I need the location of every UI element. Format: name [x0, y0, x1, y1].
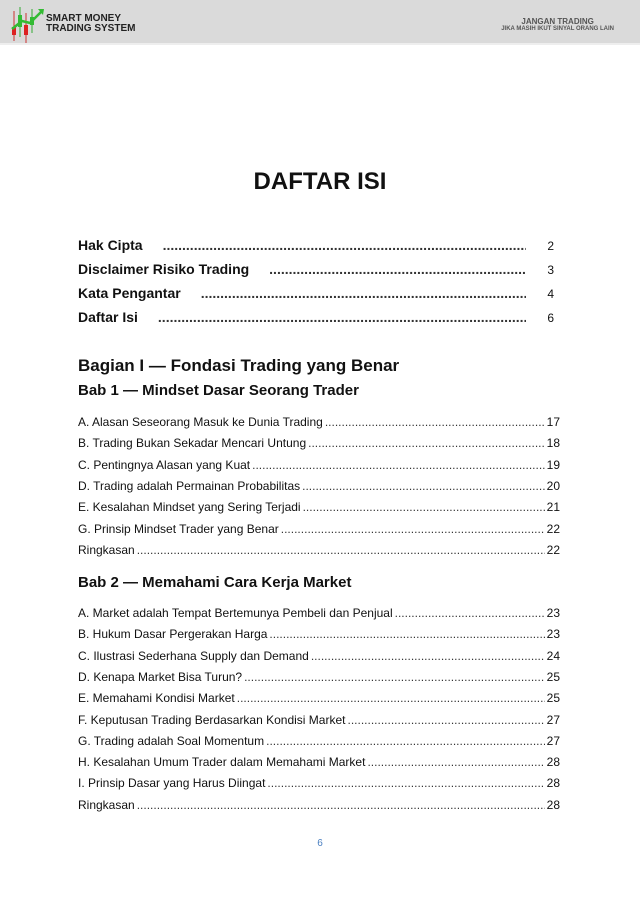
toc-entry-page: 23: [546, 606, 560, 620]
dot-leader: [137, 543, 545, 557]
toc-entry[interactable]: [78, 776, 560, 790]
toc-entry[interactable]: [78, 479, 560, 493]
toc-entry-label: C. Ilustrasi Sederhana Supply dan Demand: [78, 648, 309, 663]
toc-entry[interactable]: [78, 606, 560, 620]
dot-leader: [269, 261, 526, 277]
toc-entry[interactable]: [78, 285, 554, 301]
toc-entry-page: 18: [546, 436, 560, 451]
part-heading: Bagian I — Fondasi Trading yang Benar: [78, 356, 400, 375]
toc-entry[interactable]: [78, 691, 560, 705]
tagline-line2: JIKA MASIH IKUT SINYAL ORANG LAIN: [501, 26, 614, 32]
toc-entry-page: 20: [546, 478, 560, 493]
dot-leader: [311, 649, 545, 663]
toc-entry-label: Hak Cipta: [78, 237, 143, 253]
toc-entry-label: G. Trading adalah Soal Momentum: [78, 733, 265, 748]
page-number: 6: [317, 838, 323, 849]
chart-logo-icon: [8, 3, 46, 43]
toc-entry-page: 25: [546, 691, 560, 706]
toc-entry[interactable]: [78, 734, 560, 748]
toc-entry-page: 4: [547, 287, 554, 301]
toc-entry-page: 24: [546, 648, 560, 663]
toc-entry-label: A. Alasan Seseorang Masuk ke Dunia Trading: [78, 415, 323, 429]
toc-entry-page: 28: [546, 755, 560, 770]
header-tagline: [501, 17, 614, 32]
toc-entry-page: 19: [546, 457, 560, 472]
toc-entry-label: D. Kenapa Market Bisa Turun?: [78, 669, 243, 684]
toc-entry[interactable]: [78, 458, 560, 472]
toc-entry[interactable]: [78, 522, 560, 536]
toc-entry[interactable]: [78, 309, 554, 325]
dot-leader: [163, 237, 526, 253]
dot-leader: [395, 606, 545, 620]
toc-entry[interactable]: [78, 436, 560, 450]
tagline-line1: JANGAN TRADING: [521, 17, 594, 26]
dot-leader: [137, 798, 545, 812]
toc-entry-page: 6: [547, 311, 554, 325]
dot-leader: [244, 670, 545, 684]
toc-entry-page: 2: [547, 239, 554, 253]
toc-entry-label: A. Market adalah Tempat Bertemunya Pembeli dan Penjual: [78, 606, 393, 620]
toc-entry[interactable]: [78, 713, 560, 727]
toc-entry-label: Ringkasan: [78, 542, 135, 557]
dot-leader: [201, 285, 526, 301]
toc-entry-page: 28: [546, 797, 560, 812]
toc-entry-page: 25: [546, 669, 560, 684]
toc-entry-label: Disclaimer Risiko Trading: [78, 261, 250, 277]
logo-line1: SMART MONEY: [46, 13, 121, 24]
toc-entry[interactable]: [78, 670, 560, 684]
toc-entry-label: E. Kesalahan Mindset yang Sering Terjadi: [78, 500, 301, 515]
toc-entry-label: D. Trading adalah Permainan Probabilitas: [78, 478, 301, 493]
dot-leader: [347, 713, 544, 727]
toc-entry-page: 17: [546, 415, 560, 429]
logo-line2: TRADING SYSTEM: [46, 23, 136, 34]
dot-leader: [281, 522, 545, 536]
toc-entry-label: E. Memahami Kondisi Market: [78, 691, 235, 706]
toc-entry[interactable]: [78, 627, 560, 641]
toc-entry-label: Kata Pengantar: [78, 285, 181, 301]
toc-entry[interactable]: [78, 415, 560, 429]
toc-entry-page: 3: [547, 263, 554, 277]
toc-entry-page: 22: [546, 542, 560, 557]
toc-entry-label: Ringkasan: [78, 797, 135, 812]
dot-leader: [302, 479, 545, 493]
toc-entry[interactable]: [78, 237, 554, 253]
page-header: [0, 0, 640, 45]
toc-entry-label: B. Hukum Dasar Pergerakan Harga: [78, 627, 268, 642]
toc-entry-label: C. Pentingnya Alasan yang Kuat: [78, 457, 251, 472]
toc-entry-page: 21: [546, 500, 560, 515]
toc-entry-page: 27: [546, 733, 560, 748]
toc-entry-page: 27: [546, 712, 560, 727]
dot-leader: [252, 458, 545, 472]
dot-leader: [266, 734, 545, 748]
dot-leader: [308, 436, 545, 450]
toc-entry-label: B. Trading Bukan Sekadar Mencari Untung: [78, 436, 307, 451]
toc-entry-label: G. Prinsip Mindset Trader yang Benar: [78, 521, 279, 536]
chapter-1-heading: Bab 1 — Mindset Dasar Seorang Trader: [78, 382, 359, 399]
toc-entry-page: 23: [546, 627, 560, 642]
toc-entry[interactable]: [78, 755, 560, 769]
toc-entry[interactable]: [78, 261, 554, 277]
dot-leader: [237, 691, 545, 705]
toc-entry-label: Daftar Isi: [78, 309, 138, 325]
logo-text: [46, 14, 135, 34]
dot-leader: [325, 415, 545, 429]
chapter-2-heading: Bab 2 — Memahami Cara Kerja Market: [78, 574, 352, 591]
page-title: DAFTAR ISI: [253, 168, 387, 195]
toc-entry-page: 28: [546, 776, 560, 791]
toc-entry[interactable]: [78, 649, 560, 663]
dot-leader: [303, 500, 545, 514]
toc-entry[interactable]: [78, 500, 560, 514]
dot-leader: [269, 627, 544, 641]
toc-entry[interactable]: [78, 798, 560, 812]
toc-entry-label: H. Kesalahan Umum Trader dalam Memahami Market: [78, 755, 366, 770]
toc-entry-page: 22: [546, 521, 560, 536]
dot-leader: [158, 309, 526, 325]
dot-leader: [367, 755, 544, 769]
toc-entry[interactable]: [78, 543, 560, 557]
toc-entry-label: F. Keputusan Trading Berdasarkan Kondisi Market: [78, 712, 346, 727]
toc-entry-label: I. Prinsip Dasar yang Harus Diingat: [78, 776, 266, 791]
dot-leader: [267, 776, 544, 790]
